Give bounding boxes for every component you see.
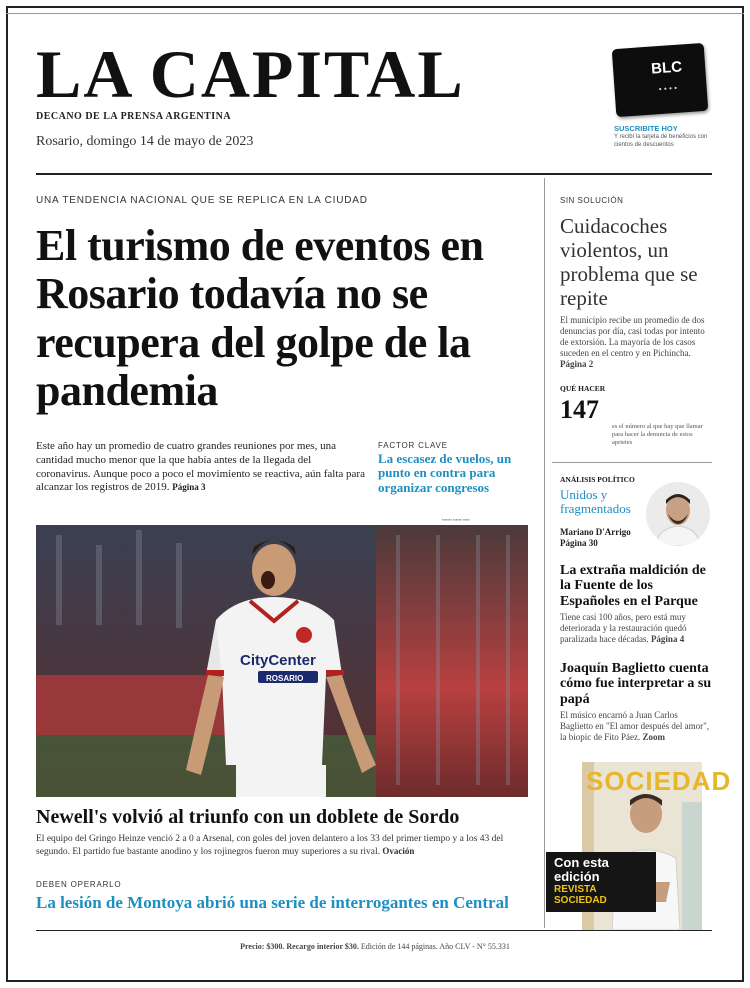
magazine-badge[interactable]	[546, 852, 656, 912]
fountain-story-headline[interactable]: La extraña maldición de la Fuente de los Españoles en el Parque	[560, 563, 706, 609]
fountain-story-body: Tiene casi 100 años, pero está muy deteriorada y la restauración quedó paralizada hace décadas.	[560, 612, 687, 644]
photo-credit: ▪▪▪▪▪▪▪ ▪▪▪▪▪▪ ▪▪▪▪▪	[442, 517, 470, 522]
magazine-title: SOCIEDAD	[586, 766, 732, 796]
edition-info: Edición de 144 páginas. Año CLV - N° 55.331	[360, 942, 510, 951]
magazine-badge-line2: REVISTA SOCIEDAD	[554, 884, 607, 906]
footer-price	[0, 942, 750, 951]
masthead-divider	[36, 173, 712, 175]
masthead-tagline: DECANO DE LA PRENSA ARGENTINA	[36, 111, 232, 122]
factor-link[interactable]: La escasez de vuelos, un punto en contra para organizar congresos	[378, 451, 512, 495]
jersey-subtext: ROSARIO	[266, 674, 304, 683]
card-small-print	[621, 65, 648, 79]
promo-title[interactable]: SUSCRIBITE HOY	[614, 124, 678, 133]
fountain-page-ref[interactable]: Página 4	[650, 633, 685, 644]
football-player-photo[interactable]	[36, 525, 528, 797]
price-label: Precio: $300. Recargo interior $30.	[240, 942, 359, 951]
photo-illustration	[36, 525, 528, 797]
sidebar-text	[560, 315, 712, 370]
sidebar-kicker: SIN SOLUCIÓN	[560, 196, 624, 205]
sidebar-page-ref[interactable]: Página 2	[560, 358, 594, 369]
masthead-title[interactable]: LA CAPITAL	[36, 36, 465, 112]
card-dots-icon: ••••	[658, 82, 680, 95]
sport-page-ref[interactable]: Ovación	[382, 845, 415, 856]
secondary-kicker: DEBEN OPERARLO	[36, 880, 122, 889]
main-kicker: UNA TENDENCIA NACIONAL QUE SE REPLICA EN LA CIUDAD	[36, 195, 368, 206]
what-kicker: QUÉ HACER	[560, 384, 606, 393]
baglietto-story-text	[560, 710, 712, 743]
sport-headline[interactable]: Newell's volvió al triunfo con un doblete de Sordo	[36, 806, 460, 828]
phone-number: 147	[560, 395, 599, 424]
top-band	[6, 6, 744, 14]
author-name: Mariano D'Arrigo	[560, 527, 631, 537]
baglietto-story-body: El músico encarnó a Juan Carlos Baglietto en "El amor después del amor", la biopic de Fito Páez.	[560, 710, 710, 742]
analysis-kicker: ANÁLISIS POLÍTICO	[560, 475, 635, 484]
secondary-headline[interactable]: La lesión de Montoya abrió una serie de interrogantes en Central	[36, 893, 509, 912]
author-page-ref[interactable]: Página 30	[560, 538, 598, 548]
magazine-badge-line1: Con esta edición	[554, 855, 609, 884]
dateline: Rosario, domingo 14 de mayo de 2023	[36, 134, 254, 149]
baglietto-story-headline[interactable]: Joaquín Baglietto cuenta cómo fue interpretar a su papá	[560, 661, 712, 707]
sidebar-divider	[552, 462, 712, 463]
sidebar-body: El municipio recibe un promedio de dos denuncias por día, casi todas por intento de extorsión. La mayoría de los casos suceden en el centro y en Pichincha.	[560, 315, 705, 358]
jersey-sponsor: CityCenter	[240, 652, 316, 669]
fountain-story-text	[560, 612, 712, 645]
subscription-card-image[interactable]	[612, 43, 709, 117]
phone-number-text: es el número al que hay que llamar para hacer la denuncia de estos aprietes	[612, 423, 703, 447]
main-deck	[36, 440, 368, 495]
sidebar-headline[interactable]: Cuidacoches violentos, un problema que se repite	[560, 214, 698, 311]
card-logo: BLC	[650, 58, 683, 78]
sport-text	[36, 834, 530, 859]
main-headline[interactable]: El turismo de eventos en Rosario todavía no se recupera del golpe de la pandemia	[36, 221, 484, 416]
avatar-illustration	[646, 482, 710, 546]
factor-kicker: FACTOR CLAVE	[378, 441, 448, 450]
author-avatar	[646, 482, 710, 546]
main-deck-text: Este año hay un promedio de cuatro grandes reuniones por mes, una cantidad mucho menor que la que había antes de la llegada del coronavirus. Aunque poco a poco el movimiento se reactiva, aún falta para alcanzar los registros de 2019.	[36, 440, 365, 494]
analysis-title[interactable]: Unidos y fragmentados	[560, 487, 631, 517]
promo-text: Y recibí la tarjeta de beneficios con cientos de descuentos	[614, 134, 708, 148]
column-divider	[544, 178, 545, 928]
sport-body: El equipo del Gringo Heinze venció 2 a 0 a Arsenal, con goles del joven delantero a los 33 del primer tiempo y a los 43 del segundo. El partido fue bastante anodino y los rojinegros fueron muy superiores a su rival.	[36, 834, 504, 857]
baglietto-page-ref[interactable]: Zoom	[642, 731, 665, 742]
main-page-ref[interactable]: Página 3	[172, 482, 206, 493]
footer-divider	[36, 930, 712, 931]
